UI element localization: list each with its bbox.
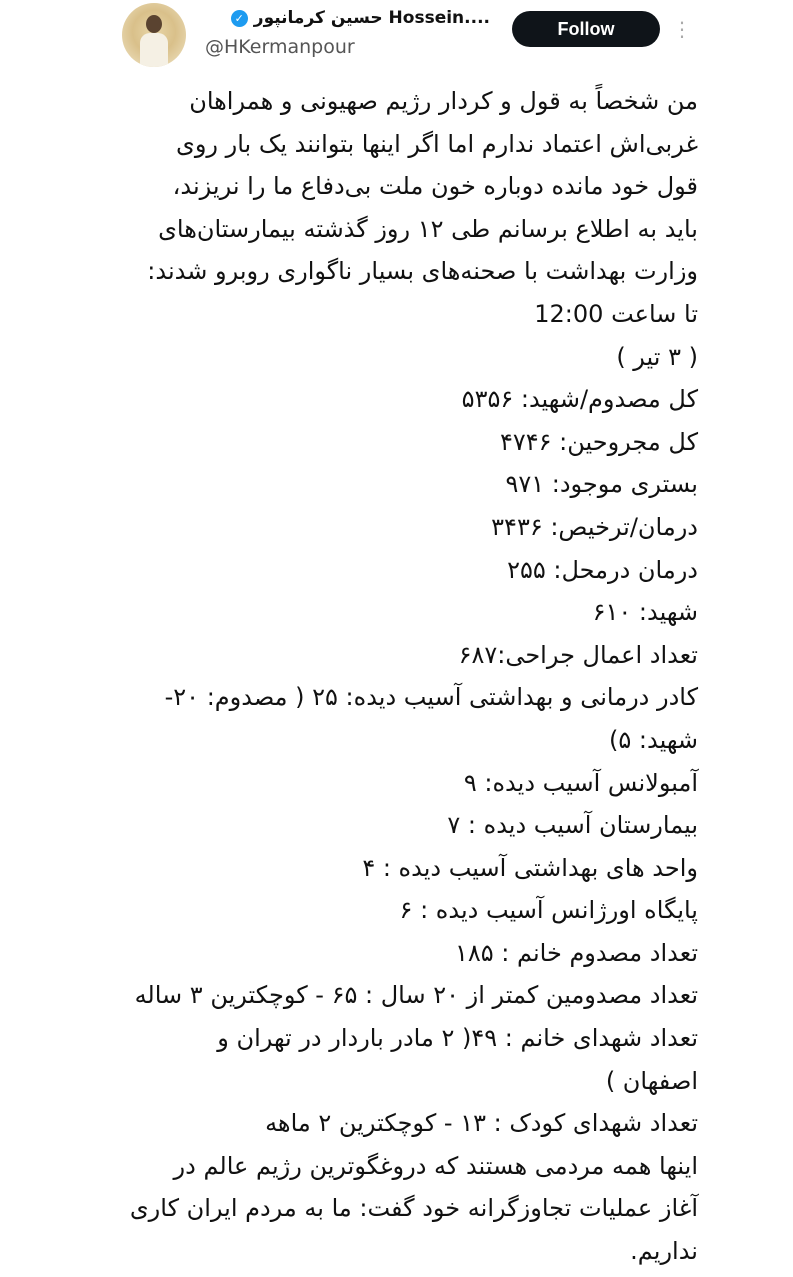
avatar-head <box>146 15 162 33</box>
tweet-text-line: ( ۳ تیر ) <box>616 342 698 371</box>
tweet-text-line: کادر درمانی و بهداشتی آسیب دیده: ۲۵ ( مصدوم: ۲۰- <box>164 683 698 712</box>
tweet-text-line: تا ساعت 12:00 <box>534 299 698 328</box>
tweet-text-line: من شخصاً به قول و کردار رژیم صهیونی و همراهان <box>189 87 698 115</box>
tweet-text <box>58 80 698 1273</box>
tweet-text-line: تعداد شهدای خانم : ۴۹( ۲ مادر باردار در تهران و <box>217 1024 698 1053</box>
tweet-text-line: قول خود مانده دوباره خون ملت بی‌دفاع ما را نریزند، <box>172 172 698 201</box>
tweet-text-line: تعداد شهدای کودک : ۱۳ - کوچکترین ۲ ماهه <box>265 1109 698 1138</box>
tweet-text-line: شهید: ۵) <box>609 725 698 754</box>
tweet-text-line: تعداد مصدومین کمتر از ۲۰ سال : ۶۵ - کوچکترین ۳ ساله <box>134 981 698 1010</box>
tweet-text-line: اینها همه مردمی هستند که دروغگوترین رژیم عالم در <box>173 1151 698 1180</box>
tweet-text-line: کل مجروحین: ۴۷۴۶ <box>499 427 698 456</box>
tweet-text-line: آمبولانس آسیب دیده: ۹ <box>463 768 698 797</box>
author-name-row[interactable] <box>231 8 490 28</box>
tweet-text-line: تعداد مصدوم خانم : ۱۸۵ <box>455 938 698 967</box>
tweet-text-line: واحد های بهداشتی آسیب دیده : ۴ <box>362 853 698 882</box>
tweet-text-line: آغاز عملیات تجاوزگرانه خود گفت: ما به مردم ایران کاری <box>129 1194 698 1223</box>
tweet-text-line: نداریم. <box>630 1237 698 1266</box>
tweet-text-line: شهید: ۶۱۰ <box>592 598 698 627</box>
avatar-torso <box>140 33 168 67</box>
tweet-text-line: وزارت بهداشت با صحنه‌های بسیار ناگواری روبرو شدند: <box>147 257 698 286</box>
author-handle[interactable]: @HKermanpour <box>205 36 355 58</box>
tweet-text-line: تعداد اعمال جراحی:۶۸۷ <box>458 640 698 669</box>
tweet-text-line: بیمارستان آسیب دیده : ۷ <box>447 811 698 840</box>
more-options-icon[interactable]: ⋮ <box>672 17 692 41</box>
tweet-text-line: درمان/ترخیص: ۳۴۳۶ <box>491 512 698 541</box>
tweet-text-line: غربی‌اش اعتماد ندارم اما اگر اینها بتوانند یک بار روی <box>176 129 698 158</box>
tweet-text-line: بستری موجود: ۹۷۱ <box>505 470 698 499</box>
tweet-text-line: اصفهان ) <box>605 1066 698 1095</box>
follow-button[interactable]: Follow <box>512 11 660 47</box>
verified-badge-icon: ✓ <box>231 10 248 27</box>
tweet-text-line: پایگاه اورژانس آسیب دیده : ۶ <box>399 896 698 925</box>
tweet-text-line: باید به اطلاع برسانم طی ۱۲ روز گذشته بیمارستان‌های <box>158 214 698 243</box>
author-avatar[interactable] <box>122 3 186 67</box>
tweet-text-line: درمان درمحل: ۲۵۵ <box>507 555 698 584</box>
author-name[interactable]: حسین کرمانپور Hossein.... <box>253 8 490 28</box>
tweet-text-line: کل مصدوم/شهید: ۵۳۵۶ <box>461 385 698 414</box>
